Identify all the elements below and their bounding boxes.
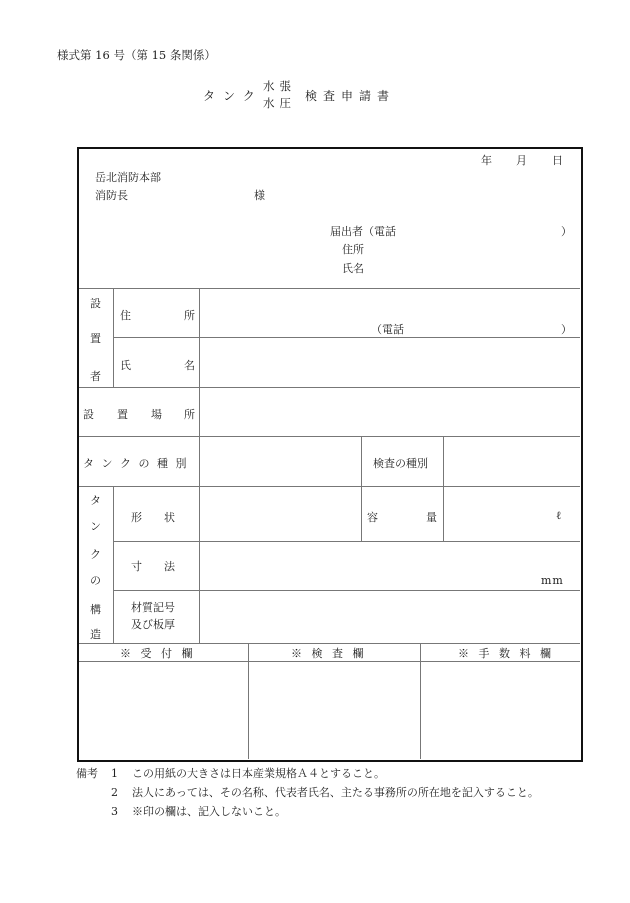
remark-number: 1 (111, 767, 118, 780)
location-label-char: 場 (151, 408, 162, 421)
installer-label-char: 設 (90, 297, 101, 310)
inspection-type-label: 検査の種別 (373, 457, 428, 470)
divider (79, 643, 580, 644)
location-label-char: 置 (117, 408, 128, 421)
location-label-char: 設 (83, 408, 94, 421)
remark-text: ※印の欄は、記入しないこと。 (132, 805, 286, 818)
dimension-label: 寸 法 (131, 560, 175, 573)
location-label-char: 所 (184, 408, 195, 421)
installer-name-label: 氏 (120, 359, 131, 372)
divider (361, 436, 362, 541)
capacity-unit: ℓ (556, 509, 562, 522)
title-option-water-fill: 水張 (263, 79, 296, 93)
installer-name-field[interactable] (200, 338, 579, 386)
remarks (76, 764, 539, 821)
date-month-label: 月 (516, 154, 527, 167)
location-field[interactable] (200, 388, 579, 435)
remark-number: 2 (111, 786, 118, 799)
capacity-label: 容 (367, 511, 378, 524)
installer-label-char: 置 (90, 332, 101, 345)
remark-text: 法人にあっては、その名称、代表者氏名、主たる事務所の所在地を記入すること。 (132, 786, 539, 799)
tank-type-label: タ ン ク の 種 別 (83, 457, 189, 470)
divider (79, 661, 580, 662)
divider (113, 486, 114, 643)
remark-number: 3 (111, 805, 118, 818)
dimension-unit: mm (541, 574, 564, 587)
inspection-column-header: ※ 検 査 欄 (291, 647, 367, 660)
tank-type-field[interactable] (200, 437, 360, 485)
installer-phone-label: （電話 (371, 323, 404, 336)
shape-label: 形 状 (131, 511, 175, 524)
title-main: 検査申請書 (305, 89, 396, 103)
applicant-phone-close: ） (561, 225, 572, 238)
applicant-address-label: 住所 (342, 243, 364, 256)
remark-item (76, 764, 539, 783)
inspection-type-field[interactable] (444, 437, 579, 485)
material-label: 材質記号 (131, 601, 175, 614)
divider (420, 643, 421, 759)
fee-column-header: ※ 手 数 料 欄 (458, 647, 554, 660)
dimension-field[interactable] (200, 542, 579, 589)
addressee-title: 消防長 (95, 189, 128, 202)
material-thickness-field[interactable] (200, 591, 579, 642)
installer-address-label: 住 (120, 309, 131, 322)
title-option-water-pressure: 水圧 (263, 96, 296, 110)
structure-label-char: ク (90, 548, 101, 561)
reception-column-header: ※ 受 付 欄 (120, 647, 196, 660)
date-year-label: 年 (481, 154, 492, 167)
installer-name-label: 名 (184, 359, 195, 372)
capacity-label: 量 (426, 511, 437, 524)
installer-phone-close: ） (561, 323, 572, 336)
remark-text: この用紙の大きさは日本産業規格Ａ４とすること。 (132, 767, 385, 780)
remark-item (76, 802, 539, 821)
honorific: 様 (254, 189, 265, 202)
form-number: 様式第 16 号（第 15 条関係） (57, 48, 216, 62)
remark-item (76, 783, 539, 802)
structure-label-char: ン (90, 520, 101, 533)
installer-address-label: 所 (184, 309, 195, 322)
title-prefix: タンク (203, 89, 263, 103)
shape-field[interactable] (200, 487, 360, 540)
divider (113, 288, 114, 387)
structure-label-char: 構 (90, 603, 101, 616)
material-label: 及び板厚 (131, 618, 175, 631)
structure-label-char: タ (90, 494, 101, 507)
installer-label-char: 者 (90, 370, 101, 383)
addressee-organization: 岳北消防本部 (95, 171, 161, 184)
divider (248, 643, 249, 759)
remarks-label: 備考 (76, 767, 98, 780)
structure-label-char: の (90, 574, 101, 587)
title-options (263, 78, 296, 112)
date-day-label: 日 (552, 154, 563, 167)
structure-label-char: 造 (90, 628, 101, 641)
applicant-name-label: 氏名 (342, 262, 364, 275)
installer-address-field[interactable] (200, 289, 579, 336)
applicant-phone-label: 届出者（電話 (330, 225, 396, 238)
